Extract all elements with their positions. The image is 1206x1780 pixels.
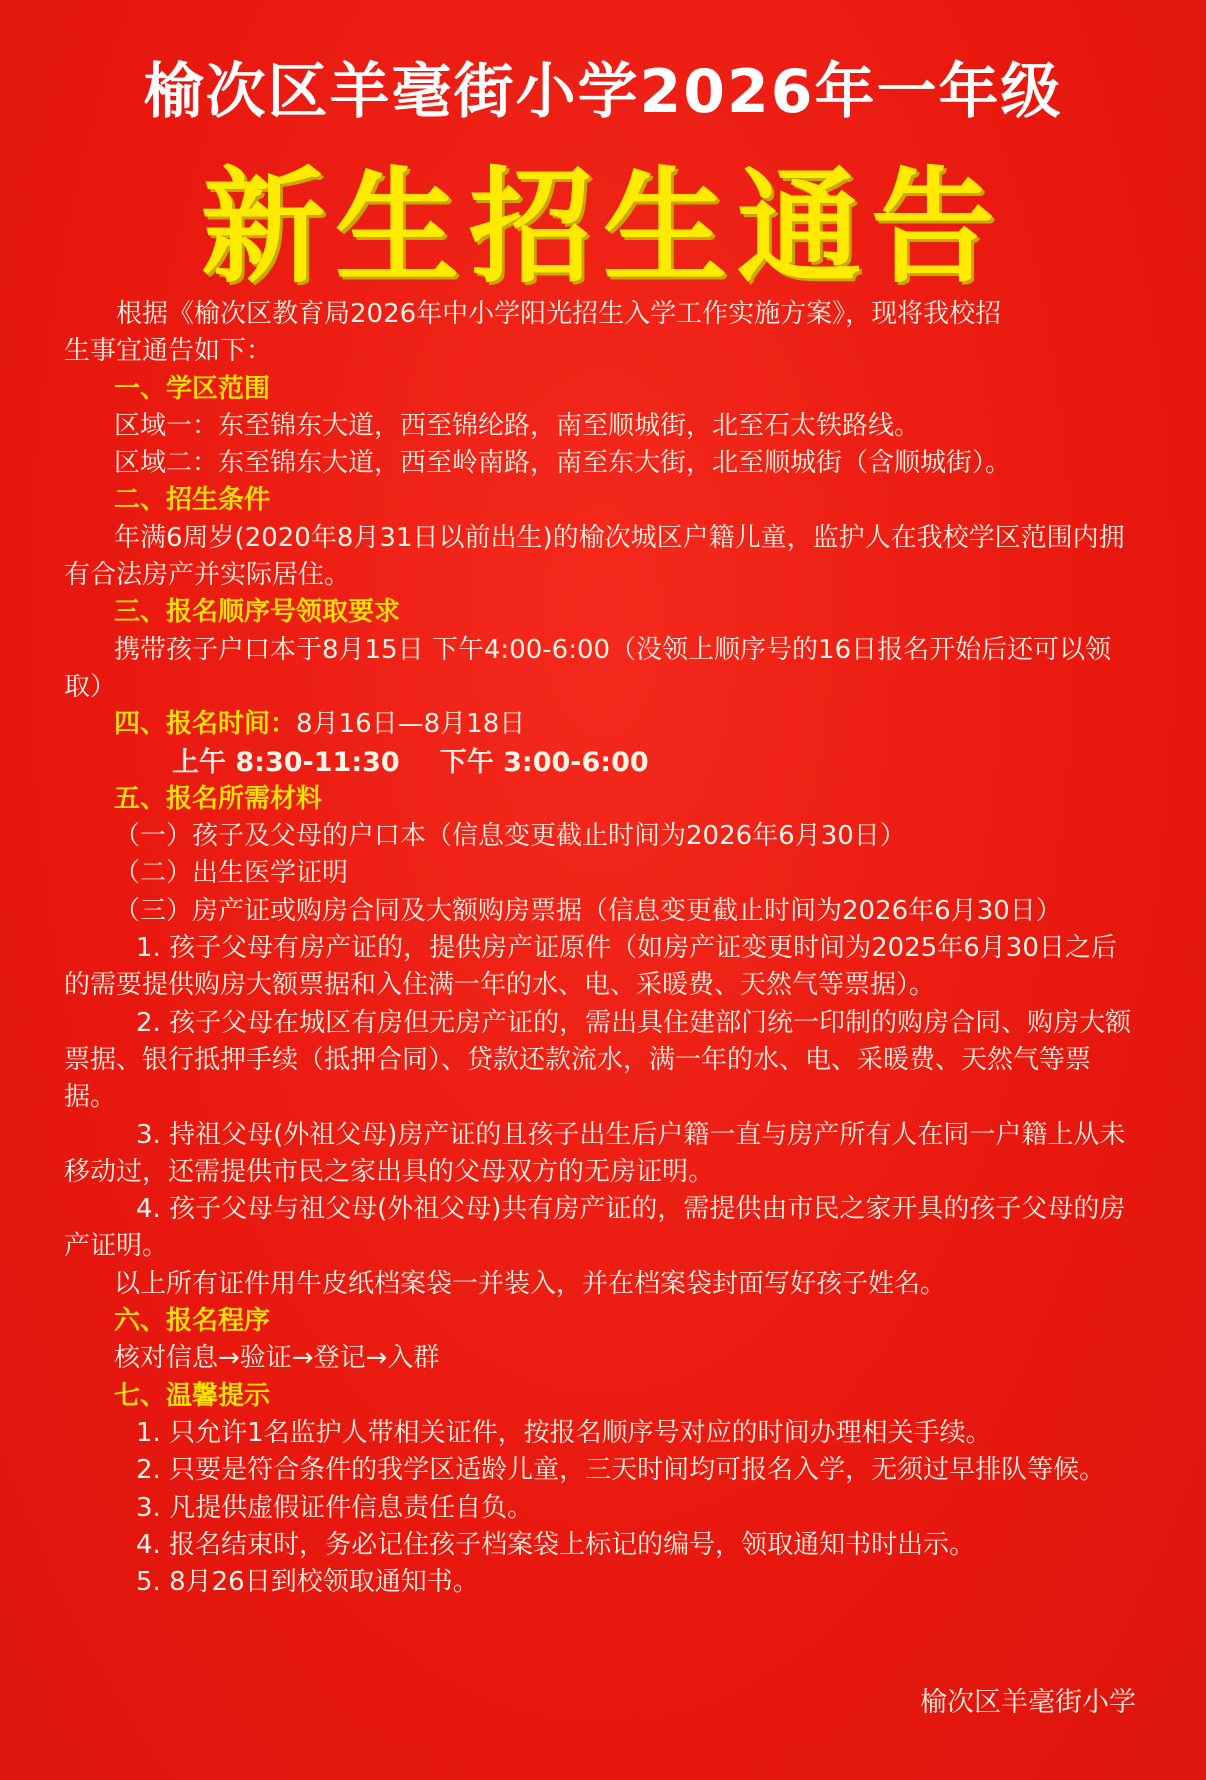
intro-line-2: 生事宜通告如下： [64,336,273,367]
intro-line-1: 根据《榆次区教育局2026年中小学阳光招生入学工作实施方案》，现将我校招 [116,299,1002,329]
tip-4: 4. 报名结束时，务必记住孩子档案袋上标记的编号，领取通知书时出示。 [136,1529,976,1560]
section-6-heading: 六、报名程序 [114,1306,271,1337]
material-note-4: 4. 孩子父母与祖父母(外祖父母)共有房产证的，需提供由市民之家开具的孩子父母的房产证明。 [64,1194,1126,1262]
section-3-text: 携带孩子户口本于8月15日 下午4:00-6:00（没领上顺序号的16日报名开始后还可以领取） [64,634,1112,702]
material-note-3: 3. 持祖父母(外祖父母)房产证的且孩子出生后户籍一直与房产所有人在同一户籍上从未移动过，还需提供市民之家出具的父母双方的无房证明。 [64,1119,1126,1187]
material-item-2: （二）出生医学证明 [114,858,349,889]
material-closing: 以上所有证件用牛皮纸档案袋一并装入，并在档案袋封面写好孩子姓名。 [114,1268,947,1299]
notice-body [64,296,1136,1601]
title-school-year: 榆次区羊毫街小学2026年一年级 [143,57,1063,127]
registration-hours [114,744,1136,781]
section-2-heading: 二、招生条件 [114,485,271,516]
zone-2: 区域二：东至锦东大道，西至岭南路，南至东大街，北至顺城街（含顺城街）。 [114,448,1012,479]
material-item-1: （一）孩子及父母的户口本（信息变更截止时间为2026年6月30日） [114,821,906,852]
material-item-3: （三）房产证或购房合同及大额购房票据（信息变更截止时间为2026年6月30日） [114,895,1062,926]
tip-1: 1. 只允许1名监护人带相关证件，按报名顺序号对应的时间办理相关手续。 [136,1417,992,1448]
section-7-heading: 七、温馨提示 [114,1380,271,1411]
material-note-1: 1. 孩子父母有房产证的，提供房产证原件（如房产证变更时间为2025年6月30日之后的需要提供购房大额票据和入住满一年的水、电、采暖费、天然气等票据）。 [64,933,1117,1001]
school-signature: 榆次区羊毫街小学 [920,1687,1136,1718]
section-2-text: 年满6周岁(2020年8月31日以前出生)的榆次城区户籍儿童，监护人在我校学区范围内拥有合法房产并实际居住。 [64,522,1125,591]
registration-procedure: 核对信息→验证→登记→入群 [114,1343,440,1374]
tip-5: 5. 8月26日到校领取通知书。 [136,1567,479,1598]
afternoon-hours: 下午 3:00-6:00 [439,746,649,778]
registration-dates: 8月16日—8月18日 [296,709,526,740]
section-4-row [114,706,1136,743]
tip-3: 3. 凡提供虚假证件信息责任自负。 [136,1492,534,1523]
material-note-2: 2. 孩子父母在城区有房但无房产证的，需出具住建部门统一印制的购房合同、购房大额票据、银行抵押手续（抵押合同）、贷款还款流水，满一年的水、电、采暖费、天然气等票据。 [64,1007,1132,1113]
title-notice: 新生招生通告 [200,156,1005,300]
morning-hours: 上午 8:30-11:30 [172,746,400,778]
zone-1: 区域一：东至锦东大道，西至锦纶路，南至顺城街，北至石太铁路线。 [114,410,921,441]
section-5-heading: 五、报名所需材料 [114,783,323,814]
section-1-heading: 一、学区范围 [114,373,271,404]
section-4-heading: 四、报名时间： [114,709,297,740]
tip-2: 2. 只要是符合条件的我学区适龄儿童，三天时间均可报名入学，无须过早排队等候。 [136,1455,1106,1486]
section-3-heading: 三、报名顺序号领取要求 [114,597,401,628]
